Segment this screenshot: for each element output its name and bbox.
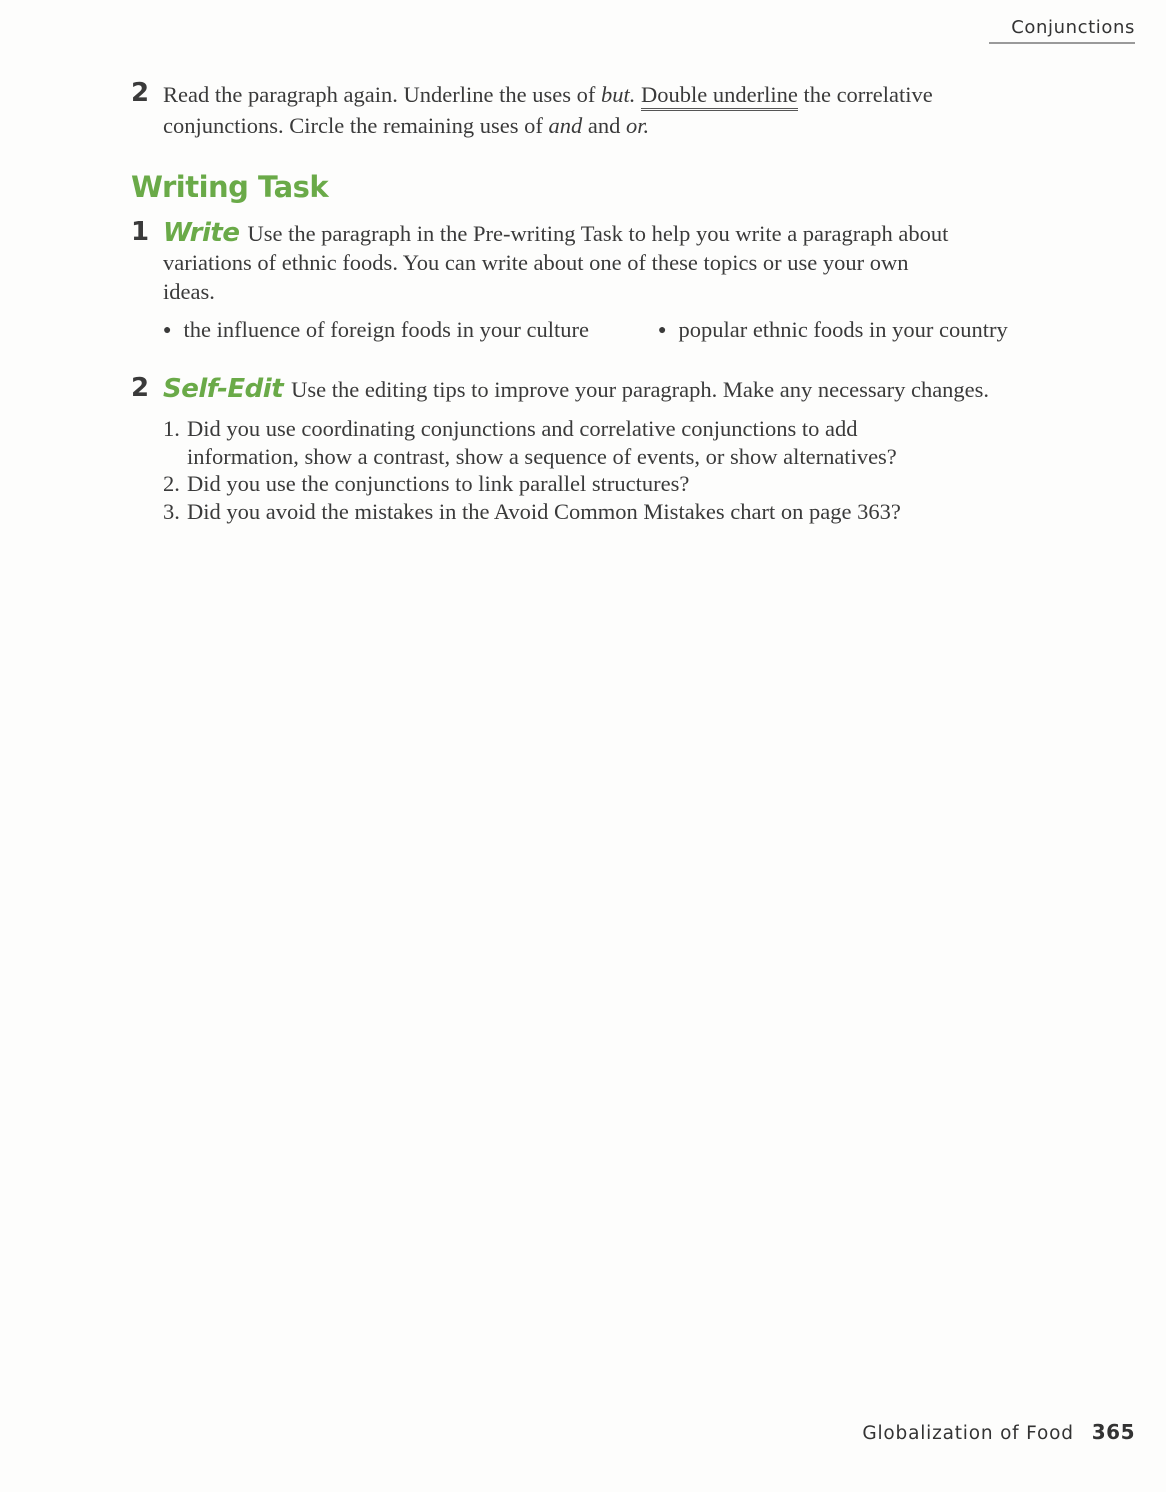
self-edit-label: Self-Edit bbox=[163, 374, 284, 404]
italic-or: or. bbox=[626, 112, 650, 138]
list-item: 3. Did you avoid the mistakes in the Avoid Common Mistakes chart on page 363? bbox=[163, 498, 901, 524]
page-footer bbox=[862, 1420, 1135, 1444]
write-step-number: 1 bbox=[131, 217, 150, 247]
list-item: 1. Did you use coordinating conjunctions and correlative conjunctions to add information, show a contrast, show a sequence of events, or show alternatives? bbox=[163, 416, 897, 469]
step-2-line-2: conjunctions. Circle the remaining uses of and and or. bbox=[163, 112, 650, 138]
running-header: Conjunctions bbox=[989, 17, 1135, 44]
write-instructions: Write Use the paragraph in the Pre-writing Task to help you write a paragraph about variations of ethnic foods. You can write about one of these topics or use your own ideas. bbox=[163, 218, 949, 304]
double-underline-example: Double underline bbox=[641, 84, 798, 111]
self-edit-step-number: 2 bbox=[131, 373, 150, 403]
italic-and: and bbox=[548, 112, 583, 138]
step-2-line-1: Read the paragraph again. Underline the uses of but. Double underline the correlative bbox=[163, 80, 933, 111]
bullet-icon: ● bbox=[658, 323, 667, 338]
step-2-instructions bbox=[163, 80, 933, 140]
list-item: 2. Did you use the conjunctions to link parallel structures? bbox=[163, 471, 690, 496]
list-item: ● popular ethnic foods in your country bbox=[658, 317, 1008, 342]
unit-title: Globalization of Food bbox=[862, 1423, 1074, 1444]
section-title: Writing Task bbox=[131, 170, 329, 204]
italic-but: but. bbox=[600, 82, 636, 107]
list-item: ● the influence of foreign foods in your culture bbox=[163, 317, 589, 342]
write-label: Write bbox=[163, 218, 240, 248]
page-number: 365 bbox=[1091, 1420, 1135, 1444]
self-edit-instructions: Self-Edit Use the editing tips to improve your paragraph. Make any necessary changes. bbox=[163, 374, 990, 404]
bullet-icon: ● bbox=[163, 323, 172, 338]
step-number: 2 bbox=[131, 78, 150, 108]
editing-tips-list bbox=[163, 415, 967, 525]
